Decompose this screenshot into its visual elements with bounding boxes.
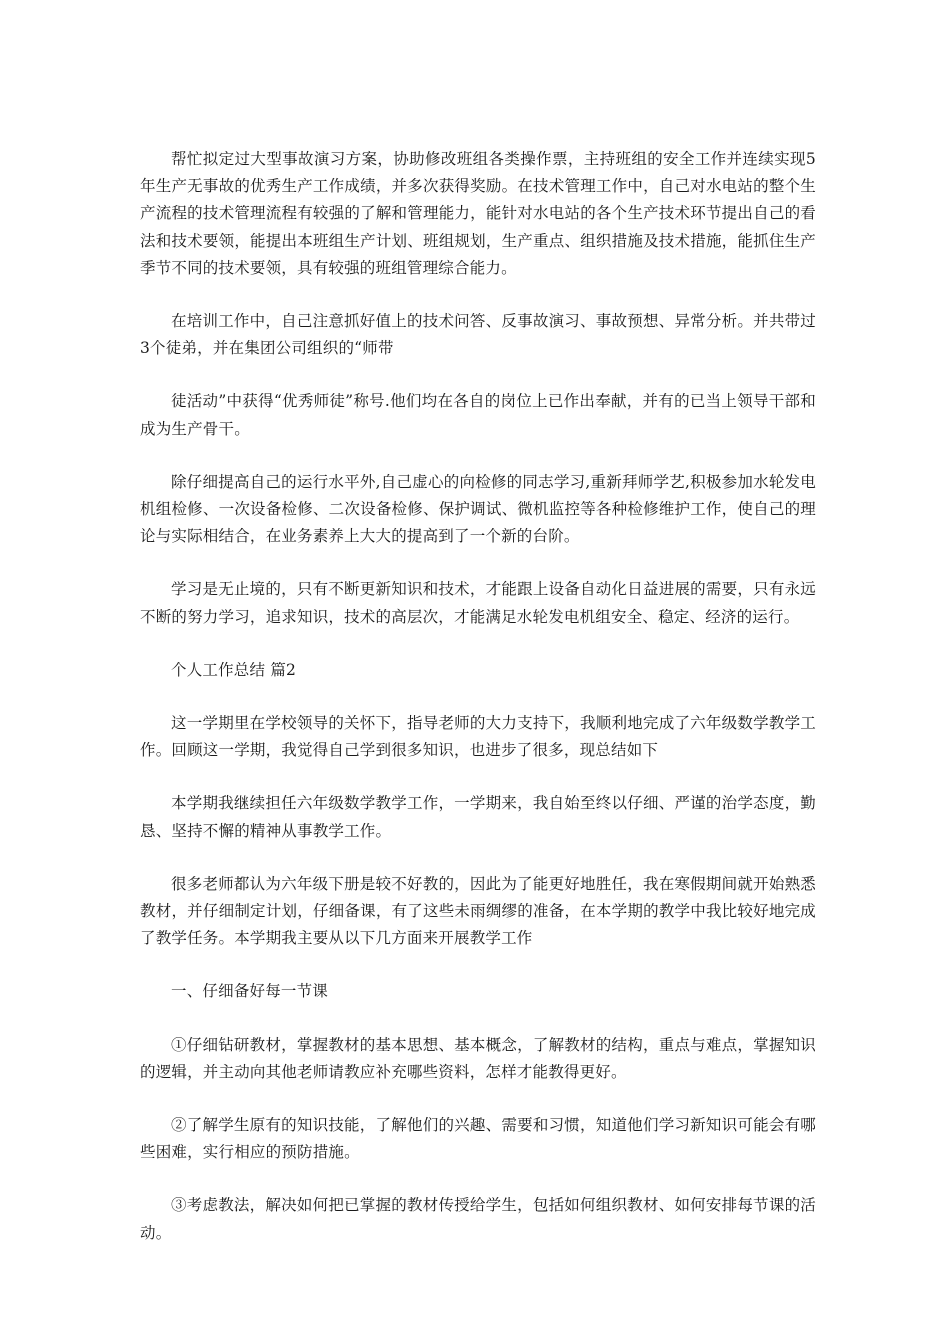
list-item-study-materials: ①仔细钻研教材，掌握教材的基本思想、基本概念，了解教材的结构，重点与难点，掌握知识的逻辑，并主动向其他老师请教应补充哪些资料，怎样才能教得更好。 <box>140 1035 816 1081</box>
paragraph-teaching-attitude: 本学期我继续担任六年级数学教学工作，一学期来，我自始至终以仔细、严谨的治学态度，勤恳、坚持不懈的精神从事教学工作。 <box>140 794 816 840</box>
paragraph-training-safety: 帮忙拟定过大型事故演习方案，协助修改班组各类操作票，主持班组的安全工作并连续实现5年生产无事故的优秀生产工作成绩，并多次获得奖励。在技术管理工作中，自己对水电站的整个生产流程的技术管理流程有较强的了解和管理能力，能针对水电站的各个生产技术环节提出自己的看法和技术要领，能提出本班组生产计划、班组规划，生产重点、组织措施及技术措施，能抓住生产季节不同的技术要领，具有较强的班组管理综合能力。 <box>140 150 816 277</box>
list-item-understand-students: ②了解学生原有的知识技能，了解他们的兴趣、需要和习惯，知道他们学习新知识可能会有哪些困难，实行相应的预防措施。 <box>140 1116 816 1162</box>
document-body <box>140 146 816 1273</box>
paragraph-semester-overview: 这一学期里在学校领导的关怀下，指导老师的大力支持下，我顺利地完成了六年级数学教学工作。回顾这一学期，我觉得自己学到很多知识，也进步了很多，现总结如下 <box>140 714 816 760</box>
list-item-teaching-methods: ③考虑教法，解决如何把已掌握的教材传授给学生，包括如何组织教材、如何安排每节课的活动。 <box>140 1196 816 1242</box>
section-heading-summary-2: 个人工作总结 篇2 <box>171 660 297 679</box>
paragraph-lifelong-learning: 学习是无止境的，只有不断更新知识和技术，才能跟上设备自动化日益进展的需要，只有永远不断的努力学习，追求知识，技术的高层次，才能满足水轮发电机组安全、稳定、经济的运行。 <box>140 580 816 626</box>
subheading-lesson-prep: 一、仔细备好每一节课 <box>171 982 329 1001</box>
paragraph-mentor-award: 徒活动”中获得“优秀师徒”称号.他们均在各自的岗位上已作出奉献，并有的已当上领导干部和成为生产骨干。 <box>140 392 816 438</box>
paragraph-maintenance-study: 除仔细提高自己的运行水平外,自己虚心的向检修的同志学习,重新拜师学艺,积极参加水轮发电机组检修、一次设备检修、二次设备检修、保护调试、微机监控等各种检修维护工作，使自己的理论与实际相结合，在业务素养上大大的提高到了一个新的台阶。 <box>140 472 816 546</box>
paragraph-preparation: 很多老师都认为六年级下册是较不好教的，因此为了能更好地胜任，我在寒假期间就开始熟悉教材，并仔细制定计划，仔细备课，有了这些未雨绸缪的准备，在本学期的教学中我比较好地完成了教学任务。本学期我主要从以下几方面来开展教学工作 <box>140 874 816 948</box>
paragraph-training-work: 在培训工作中，自己注意抓好值上的技术问答、反事故演习、事故预想、异常分析。并共带过3个徒弟，并在集团公司组织的“师带 <box>140 312 816 358</box>
